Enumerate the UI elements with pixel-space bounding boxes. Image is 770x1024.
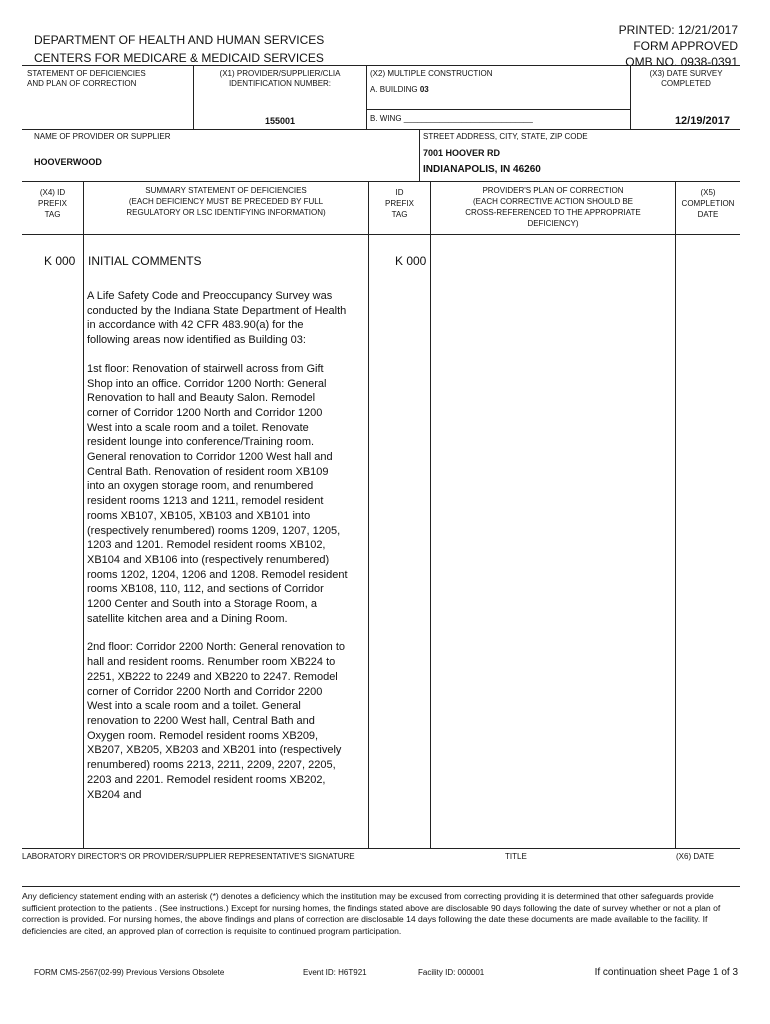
id-header-3: TAG xyxy=(391,210,408,219)
wing-row xyxy=(370,114,533,124)
provider-name: HOOVERWOOD xyxy=(34,157,102,167)
page-number: If continuation sheet Page 1 of 3 xyxy=(594,967,738,978)
x1-id-label: IDENTIFICATION NUMBER: xyxy=(228,79,332,88)
address-label: STREET ADDRESS, CITY, STATE, ZIP CODE xyxy=(423,132,588,141)
x3-label: (X3) DATE SURVEY xyxy=(649,69,723,78)
form-approved: FORM APPROVED xyxy=(633,39,738,53)
facility-id: Facility ID: 000001 xyxy=(418,968,485,977)
paragraph-first-floor: 1st floor: Renovation of stairwell across from Gift Shop into an office. Corridor 1200 North: General Renovation to hall and Beauty Salon. Remodel corner of Corridor 1200 North and Corridor 1200 West into a scale room and a toilet. Renovate resident lounge into conference/Training room. General renovation to Corridor 1200 West hall and Central Bath. Renovation of resident room XB109 into an oxygen storage room, and renumbered resident rooms 1213 and 1211, remodel resident rooms XB107, XB105, XB103 and XB101 into (respectively renumbered) rooms 1209, 1207, 1205, 1203 and 1201. Remodel resident rooms XB102, XB104 and XB106 into (respectively renumbered) rooms 1202, 1204, 1206 and 1208. Remodel resident rooms XB108, 110, 112, and sections of Corridor 1200 Center and South into a Storage Room, a satellite kitchen area and a Dining Room. xyxy=(87,362,348,625)
survey-date: 12/19/2017 xyxy=(674,115,730,127)
paragraph-intro: A Life Safety Code and Preoccupancy Survey was conducted by the Indiana State Department of Health in accordance with 42 CFR 483.90(a) for the following areas now identified as Building 03: xyxy=(87,290,347,347)
provider-name-label: NAME OF PROVIDER OR SUPPLIER xyxy=(34,132,171,141)
x4-header-3: TAG xyxy=(44,210,61,219)
centers-title: CENTERS FOR MEDICARE & MEDICAID SERVICES xyxy=(34,51,324,65)
disclaimer-text: Any deficiency statement ending with an asterisk (*) denotes a deficiency which the institution may be excused from correcting providing it is determined that other safeguards provide sufficient protection to the patients . (See instructions.) Except for nursing homes, the findings stated above are disclosable 90 days following the date of survey whether or not a plan of correction is provided. For nursing homes, the above findings and plans of correction are disclosable 14 days following the date these documents are made available to the facility. If deficiencies are cited, an approved plan of correction is requisite to continued program participation. xyxy=(22,891,721,936)
x4-header-1: (X4) ID xyxy=(39,188,66,197)
wing-value: _____________________________ xyxy=(403,114,533,123)
x4-header-2: PREFIX xyxy=(38,199,67,208)
summary-header-3: REGULATORY OR LSC IDENTIFYING INFORMATION) xyxy=(126,208,326,217)
building-value: 03 xyxy=(419,85,429,94)
tag-left: K 000 xyxy=(44,254,76,268)
x3-completed-label: COMPLETED xyxy=(661,79,711,88)
provider-id: 155001 xyxy=(264,116,296,126)
x5-header-3: DATE xyxy=(697,210,719,219)
wing-label: B. WING xyxy=(370,114,402,123)
x2-label: (X2) MULTIPLE CONSTRUCTION xyxy=(370,69,493,78)
paragraph-second-floor: 2nd floor: Corridor 2200 North: General renovation to hall and resident rooms. Renumber room XB224 to 2251, XB222 to 2249 and XB220 to 2247. Remodel corner of Corridor 2200 North and Corridor 2200 West into a scale room and a toilet. General renovation to 2200 West hall, Central Bath and Oxygen room. Remodel resident rooms XB209, XB207, XB205, XB203 and XB201 into (respectively renumbered) rooms 2213, 2211, 2209, 2207, 2205, 2203 and 2201. Remodel resident rooms XB202, XB204 and xyxy=(87,641,346,801)
building-label: A. BUILDING xyxy=(370,85,418,94)
signature-label: LABORATORY DIRECTOR'S OR PROVIDER/SUPPLIER REPRESENTATIVE'S SIGNATURE xyxy=(22,852,355,861)
signature-title-label: TITLE xyxy=(505,852,527,861)
building-row xyxy=(370,85,429,95)
signature-date-label: (X6) DATE xyxy=(676,852,715,861)
statement-label-1: STATEMENT OF DEFICIENCIES xyxy=(27,69,146,78)
plan-header-3: CROSS-REFERENCED TO THE APPROPRIATE xyxy=(465,208,641,217)
department-title: DEPARTMENT OF HEALTH AND HUMAN SERVICES xyxy=(34,33,325,47)
form-number: FORM CMS-2567(02-99) Previous Versions Obsolete xyxy=(34,968,225,977)
statement-label-2: AND PLAN OF CORRECTION xyxy=(27,79,137,88)
summary-header-1: SUMMARY STATEMENT OF DEFICIENCIES xyxy=(145,186,307,195)
plan-header-4: DEFICIENCY) xyxy=(527,219,579,228)
tag-right: K 000 xyxy=(395,254,427,268)
event-id: Event ID: H6T921 xyxy=(303,968,367,977)
entry-title: INITIAL COMMENTS xyxy=(88,254,202,268)
omb-number: OMB NO. 0938-0391 xyxy=(625,55,738,69)
x1-label: (X1) PROVIDER/SUPPLIER/CLIA xyxy=(219,69,341,78)
x5-header-1: (X5) xyxy=(700,188,716,197)
id-header-1: ID xyxy=(395,188,404,197)
plan-header-1: PROVIDER'S PLAN OF CORRECTION xyxy=(482,186,624,195)
summary-header-2: (EACH DEFICIENCY MUST BE PRECEDED BY FULL xyxy=(128,197,324,206)
deficiency-text xyxy=(87,289,349,816)
x5-header-2: COMPLETION xyxy=(681,199,735,208)
id-header-2: PREFIX xyxy=(385,199,414,208)
printed-date: PRINTED: 12/21/2017 xyxy=(618,23,738,37)
city-state-zip: INDIANAPOLIS, IN 46260 xyxy=(423,164,541,175)
plan-header-2: (EACH CORRECTIVE ACTION SHOULD BE xyxy=(472,197,634,206)
street-address: 7001 HOOVER RD xyxy=(423,148,501,158)
